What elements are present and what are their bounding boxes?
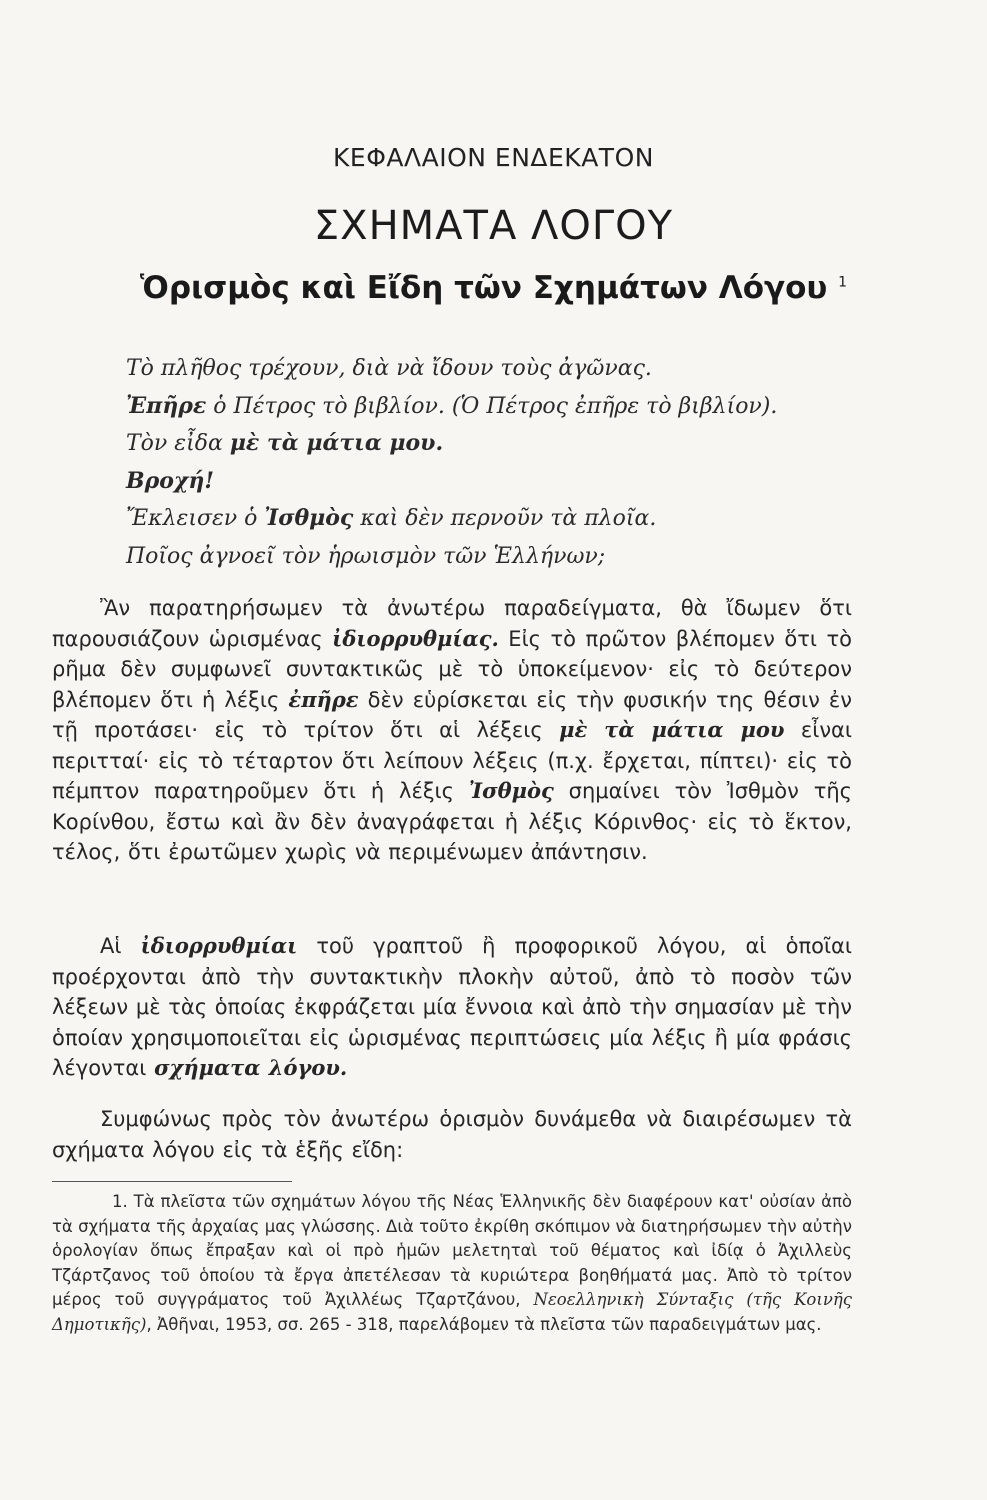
footnote-marker: 1 [838, 274, 848, 291]
example-sentences [126, 350, 846, 575]
example-line: Βροχή! [126, 467, 215, 494]
example-line: Ἐπῆρε ὁ Πέτρος τὸ βιβλίον. (Ὁ Πέτρος ἐπῆρε τὸ βιβλίον). [126, 392, 778, 419]
example-line: Τὸν εἶδα μὲ τὰ μάτια μου. [126, 430, 444, 456]
paragraph-observations: Ἂν παρατηρήσωμεν τὰ ἀνωτέρω παραδείγματα, θὰ ἴδωμεν ὅτι παρουσιάζουν ὡρισμένας ἰδιορρυθμίας. Εἰς τὸ πρῶτον βλέπομεν ὅτι τὸ ρῆμα δὲν συμφωνεῖ συντακτικῶς μὲ τὸ ὑποκείμενον· εἰς τὸ δεύτερον βλέπομεν ὅτι ἡ λέξις ἐπῆρε δὲν εὑρίσκεται εἰς τὴν φυσικήν της θέσιν ἐν τῇ προτάσει· εἰς τὸ τρίτον ὅτι αἱ λέξεις μὲ τὰ μάτια μου εἶναι περιτταί· εἰς τὸ τέταρτον ὅτι λείπουν λέξεις (π.χ. ἔρχεται, πίπτει)· εἰς τὸ πέμπτον παρατηροῦμεν ὅτι ἡ λέξις Ἰσθμὸς σημαίνει τὸν Ἰσθμὸν τῆς Κορίνθου, ἔστω καὶ ἂν δὲν ἀναγράφεται ἡ λέξις Κόρινθος· εἰς τὸ ἕκτον, τέλος, ὅτι ἐρωτῶμεν χωρὶς νὰ περιμένωμεν ἀπάντησιν. [52, 596, 852, 864]
paragraph-definition: Αἱ ἰδιορρυθμίαι τοῦ γραπτοῦ ἢ προφορικοῦ λόγου, αἱ ὁποῖαι προέρχονται ἀπὸ τὴν συντακτικὴν πλοκὴν αὐτοῦ, ἀπὸ τὸ ποσὸν τῶν λέξεων μὲ τὰς ὁποίας ἐκφράζεται μία ἔννοια καὶ ἀπὸ τὴν σημασίαν μὲ τὴν ὁποίαν χρησιμοποιεῖται εἰς ὡρισμένας περιπτώσεις μία λέξις ἢ μία φράσις λέγονται σχήματα λόγου. [52, 933, 852, 1080]
paragraph-classification: Συμφώνως πρὸς τὸν ἀνωτέρω ὁρισμὸν δυνάμεθα νὰ διαιρέσωμεν τὰ σχήματα λόγου εἰς τὰ ἑξῆς εἴδη: [52, 1107, 852, 1162]
subtitle-text: Ὁρισμὸς καὶ Εἴδη τῶν Σχημάτων Λόγου [139, 270, 828, 306]
chapter-label: ΚΕΦΑΛΑΙΟΝ ΕΝΔΕΚΑΤΟΝ [333, 143, 654, 172]
example-line: Ποῖος ἀγνοεῖ τὸν ἡρωισμὸν τῶν Ἑλλήνων; [126, 543, 606, 569]
example-line: Ἔκλεισεν ὁ Ἰσθμὸς καὶ δὲν περνοῦν τὰ πλοῖα. [126, 505, 657, 531]
footnote: 1. Τὰ πλεῖστα τῶν σχημάτων λόγου τῆς Νέας Ἑλληνικῆς δὲν διαφέρουν κατ' οὐσίαν ἀπὸ τὰ σχήματα τῆς ἀρχαίας μας γλώσσης. Διὰ τοῦτο ἐκρίθη σκόπιμον νὰ διατηρήσωμεν τὴν αὐτὴν ὁρολογίαν ὅπως ἔπραξαν καὶ οἱ πρὸ ἡμῶν μελετηταὶ τοῦ θέματος καὶ ἰδίᾳ ὁ Ἀχιλλεὺς Τζάρτζανος τοῦ ὁποίου τὰ ἔργα ἀπετέλεσαν τὰ κυριώτερα βοηθήματά μας. Ἀπὸ τὸ τρίτον μέρος τοῦ συγγράματος τοῦ Ἀχιλλέως Τζαρτζάνου, Νεοελληνικὴ Σύνταξις (τῆς Κοινῆς Δημοτικῆς), Ἀθῆναι, 1953, σσ. 265 - 318, παρελάβομεν τὰ πλεῖστα τῶν παραδειγμάτων μας. [52, 1192, 852, 1334]
page-title: ΣΧΗΜΑΤΑ ΛΟΓΟΥ [313, 203, 674, 249]
example-line: Τὸ πλῆθος τρέχουν, διὰ νὰ ἴδουν τοὺς ἀγῶνας. [126, 356, 652, 381]
footnote-divider [52, 1181, 292, 1182]
section-subtitle [0, 270, 987, 306]
